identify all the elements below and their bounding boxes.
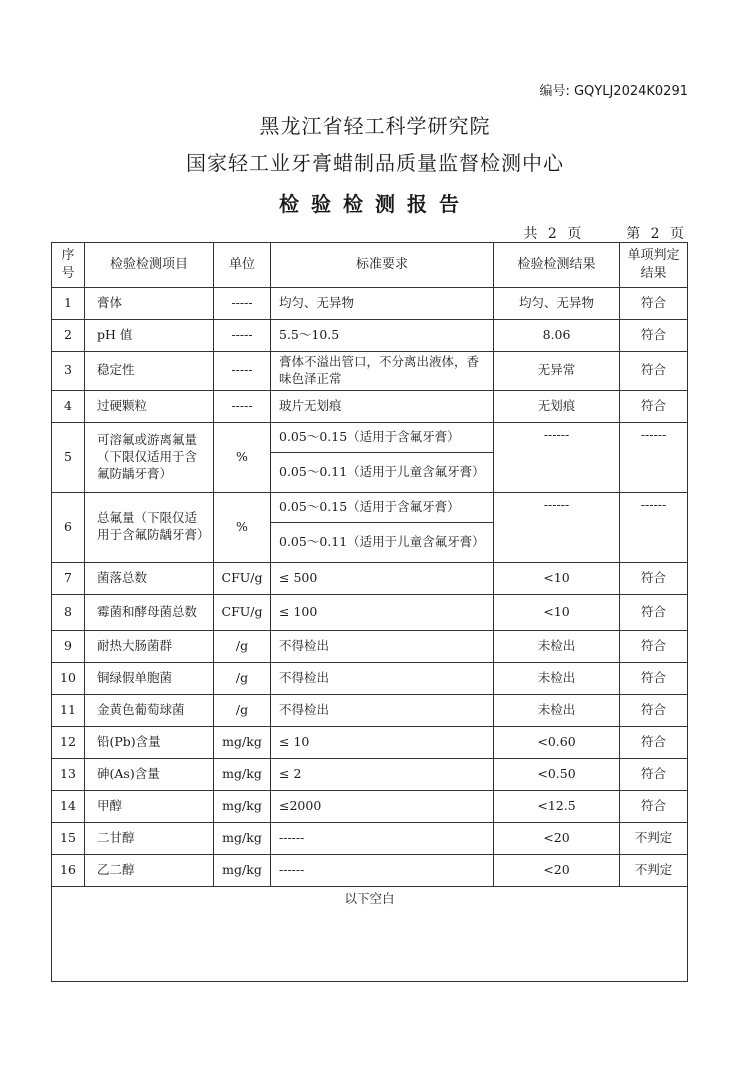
row-standard: ≤ 500 bbox=[271, 562, 494, 594]
row-standard: 0.05～0.15（适用于含氟牙膏） bbox=[271, 492, 494, 522]
row-no: 14 bbox=[52, 790, 85, 822]
row-no: 11 bbox=[52, 694, 85, 726]
row-verdict: 符合 bbox=[620, 352, 688, 391]
table-row bbox=[52, 320, 688, 352]
header-no: 序号 bbox=[52, 243, 85, 288]
blank-note: 以下空白 bbox=[52, 886, 688, 981]
row-result: <12.5 bbox=[494, 790, 620, 822]
row-unit: ----- bbox=[214, 390, 271, 422]
row-item: pH 值 bbox=[85, 320, 214, 352]
row-item: 甲醇 bbox=[85, 790, 214, 822]
row-result: 8.06 bbox=[494, 320, 620, 352]
row-standard: 玻片无划痕 bbox=[271, 390, 494, 422]
table-row bbox=[52, 758, 688, 790]
row-verdict: 符合 bbox=[620, 320, 688, 352]
row-no: 9 bbox=[52, 630, 85, 662]
row-result: ------ bbox=[494, 492, 620, 562]
report-title: 检验检测报告 bbox=[279, 192, 471, 216]
table-row bbox=[52, 854, 688, 886]
row-standard: 0.05～0.15（适用于含氟牙膏） bbox=[271, 422, 494, 452]
row-no: 8 bbox=[52, 594, 85, 630]
row-result: <20 bbox=[494, 822, 620, 854]
row-standard: ≤ 100 bbox=[271, 594, 494, 630]
header-item: 检验检测项目 bbox=[85, 243, 214, 288]
row-unit: ----- bbox=[214, 288, 271, 320]
row-no: 7 bbox=[52, 562, 85, 594]
row-item: 金黄色葡萄球菌 bbox=[85, 694, 214, 726]
report-number: 编号: GQYLJ2024K0291 bbox=[539, 84, 688, 99]
row-unit: ----- bbox=[214, 320, 271, 352]
row-result: 均匀、无异物 bbox=[494, 288, 620, 320]
row-standard: ≤ 10 bbox=[271, 726, 494, 758]
row-no: 1 bbox=[52, 288, 85, 320]
row-verdict: ------ bbox=[620, 492, 688, 562]
row-result: <10 bbox=[494, 594, 620, 630]
table-row bbox=[52, 562, 688, 594]
row-unit: % bbox=[214, 492, 271, 562]
row-standard: 5.5～10.5 bbox=[271, 320, 494, 352]
table-row bbox=[52, 390, 688, 422]
row-verdict: 符合 bbox=[620, 662, 688, 694]
row-no: 15 bbox=[52, 822, 85, 854]
row-unit: CFU/g bbox=[214, 594, 271, 630]
table-row bbox=[52, 288, 688, 320]
row-verdict: 不判定 bbox=[620, 854, 688, 886]
blank-row bbox=[52, 886, 688, 981]
row-result: ------ bbox=[494, 422, 620, 492]
page-count bbox=[523, 223, 684, 243]
row-item: 菌落总数 bbox=[85, 562, 214, 594]
row-result: 未检出 bbox=[494, 662, 620, 694]
row-item: 总氟量（下限仅适用于含氟防龋牙膏） bbox=[85, 492, 214, 562]
row-standard: 不得检出 bbox=[271, 662, 494, 694]
row-verdict: 符合 bbox=[620, 694, 688, 726]
row-verdict: 符合 bbox=[620, 390, 688, 422]
row-verdict: 符合 bbox=[620, 562, 688, 594]
table-row bbox=[52, 352, 688, 391]
row-item: 霉菌和酵母菌总数 bbox=[85, 594, 214, 630]
row-item: 二甘醇 bbox=[85, 822, 214, 854]
header-result: 检验检测结果 bbox=[494, 243, 620, 288]
row-no: 6 bbox=[52, 492, 85, 562]
row-unit: ----- bbox=[214, 352, 271, 391]
row-result: 无异常 bbox=[494, 352, 620, 391]
row-unit: /g bbox=[214, 662, 271, 694]
row-unit: % bbox=[214, 422, 271, 492]
row-result: <0.60 bbox=[494, 726, 620, 758]
row-unit: /g bbox=[214, 630, 271, 662]
row-no: 16 bbox=[52, 854, 85, 886]
row-standard: 膏体不溢出管口，不分离出液体，香味色泽正常 bbox=[271, 352, 494, 391]
row-standard: ≤2000 bbox=[271, 790, 494, 822]
row-verdict: 不判定 bbox=[620, 822, 688, 854]
row-verdict: 符合 bbox=[620, 758, 688, 790]
row-result: <20 bbox=[494, 854, 620, 886]
row-item: 过硬颗粒 bbox=[85, 390, 214, 422]
table-row bbox=[52, 694, 688, 726]
table-row bbox=[52, 492, 688, 522]
row-no: 2 bbox=[52, 320, 85, 352]
row-standard: 0.05～0.11（适用于儿童含氟牙膏） bbox=[271, 522, 494, 562]
row-standard: 0.05～0.11（适用于儿童含氟牙膏） bbox=[271, 452, 494, 492]
row-standard: 均匀、无异物 bbox=[271, 288, 494, 320]
row-result: 未检出 bbox=[494, 630, 620, 662]
row-unit: mg/kg bbox=[214, 790, 271, 822]
table-row bbox=[52, 790, 688, 822]
row-verdict: 符合 bbox=[620, 630, 688, 662]
row-standard: 不得检出 bbox=[271, 694, 494, 726]
row-verdict: 符合 bbox=[620, 726, 688, 758]
table-row bbox=[52, 594, 688, 630]
row-no: 10 bbox=[52, 662, 85, 694]
row-item: 膏体 bbox=[85, 288, 214, 320]
row-item: 铅(Pb)含量 bbox=[85, 726, 214, 758]
row-verdict: 符合 bbox=[620, 790, 688, 822]
row-standard: ≤ 2 bbox=[271, 758, 494, 790]
header-standard: 标准要求 bbox=[271, 243, 494, 288]
row-unit: mg/kg bbox=[214, 854, 271, 886]
table-row bbox=[52, 630, 688, 662]
row-verdict: 符合 bbox=[620, 594, 688, 630]
header-verdict: 单项判定结果 bbox=[620, 243, 688, 288]
row-item: 乙二醇 bbox=[85, 854, 214, 886]
table-row bbox=[52, 422, 688, 452]
row-unit: /g bbox=[214, 694, 271, 726]
row-no: 13 bbox=[52, 758, 85, 790]
row-result: <0.50 bbox=[494, 758, 620, 790]
current-page: 第 2 页 bbox=[626, 226, 684, 242]
row-no: 4 bbox=[52, 390, 85, 422]
row-verdict: ------ bbox=[620, 422, 688, 492]
table-row bbox=[52, 662, 688, 694]
row-unit: mg/kg bbox=[214, 758, 271, 790]
row-result: 未检出 bbox=[494, 694, 620, 726]
total-pages: 共 2 页 bbox=[523, 226, 582, 242]
row-unit: mg/kg bbox=[214, 822, 271, 854]
table-header-row bbox=[52, 243, 688, 288]
header-unit: 单位 bbox=[214, 243, 271, 288]
row-item: 耐热大肠菌群 bbox=[85, 630, 214, 662]
row-result: 无划痕 bbox=[494, 390, 620, 422]
organization-name: 黑龙江省轻工科学研究院 bbox=[259, 114, 491, 138]
table-row bbox=[52, 822, 688, 854]
row-no: 3 bbox=[52, 352, 85, 391]
row-no: 5 bbox=[52, 422, 85, 492]
row-item: 砷(As)含量 bbox=[85, 758, 214, 790]
row-unit: CFU/g bbox=[214, 562, 271, 594]
center-name: 国家轻工业牙膏蜡制品质量监督检测中心 bbox=[186, 151, 564, 175]
row-item: 稳定性 bbox=[85, 352, 214, 391]
row-unit: mg/kg bbox=[214, 726, 271, 758]
row-result: <10 bbox=[494, 562, 620, 594]
row-verdict: 符合 bbox=[620, 288, 688, 320]
table-row bbox=[52, 726, 688, 758]
row-standard: ------ bbox=[271, 822, 494, 854]
row-item: 可溶氟或游离氟量（下限仅适用于含氟防龋牙膏） bbox=[85, 422, 214, 492]
inspection-table bbox=[51, 242, 688, 982]
row-standard: ------ bbox=[271, 854, 494, 886]
row-item: 铜绿假单胞菌 bbox=[85, 662, 214, 694]
row-standard: 不得检出 bbox=[271, 630, 494, 662]
row-no: 12 bbox=[52, 726, 85, 758]
